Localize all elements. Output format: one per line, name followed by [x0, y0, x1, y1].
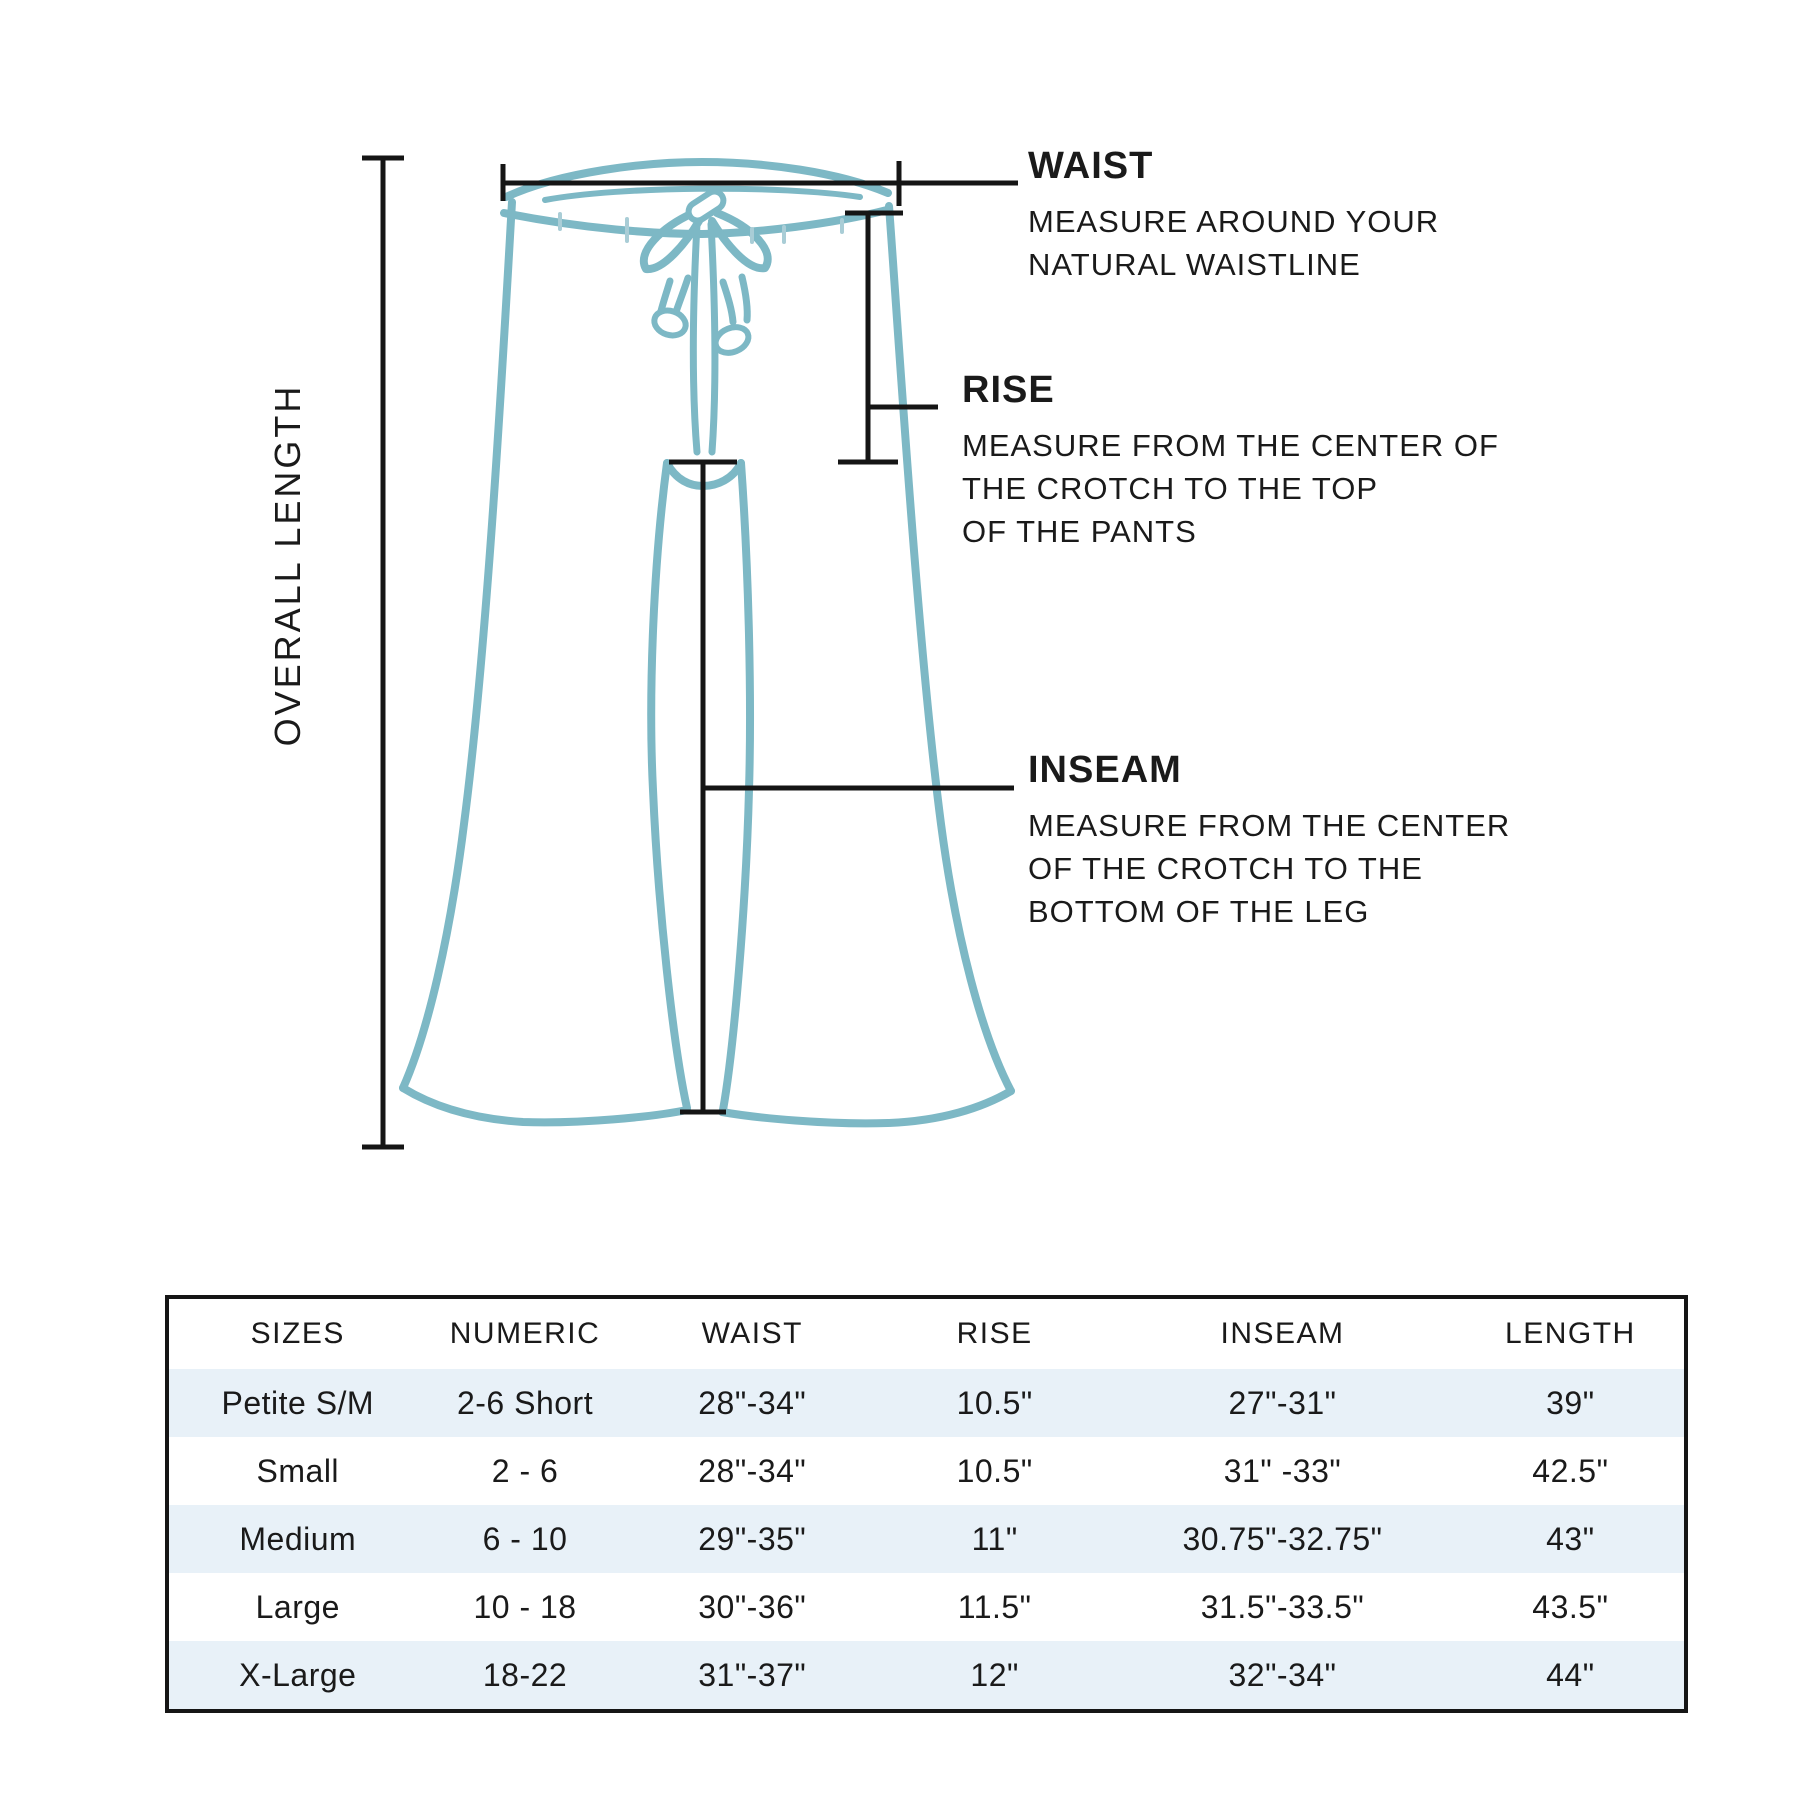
bow-right-tie [723, 282, 733, 322]
cell-length: 42.5" [1532, 1452, 1609, 1489]
column-header-sizes: SIZES [250, 1317, 345, 1350]
cell-numeric: 10 - 18 [473, 1588, 577, 1625]
cell-size: Large [255, 1588, 340, 1625]
table-row-small [169, 1437, 1684, 1505]
inseam-desc-line: OF THE CROTCH TO THE [1028, 851, 1423, 886]
cell-size: Petite S/M [221, 1384, 375, 1421]
left-inner-seam [651, 463, 687, 1108]
left-hem [403, 1088, 687, 1122]
cell-waist: 29"-35" [698, 1520, 807, 1557]
cell-inseam: 31.5"-33.5" [1200, 1588, 1365, 1625]
cell-length: 43" [1546, 1520, 1595, 1557]
cell-waist: 31"-37" [698, 1656, 807, 1693]
rise-desc-line: MEASURE FROM THE CENTER OF [962, 428, 1499, 463]
cell-waist: 28"-34" [698, 1384, 807, 1421]
inseam-annotation-title: INSEAM [1028, 749, 1182, 791]
cell-rise: 10.5" [956, 1452, 1033, 1489]
inseam-annotation-description [1028, 804, 1510, 933]
inseam-desc-line: MEASURE FROM THE CENTER [1028, 808, 1511, 843]
column-header-numeric: NUMERIC [449, 1317, 601, 1350]
right-hem [722, 1091, 1011, 1123]
rise-line [838, 213, 938, 462]
column-header-inseam: INSEAM [1220, 1317, 1345, 1350]
left-outer-seam [403, 202, 512, 1088]
waist-annotation-description [1028, 200, 1439, 286]
table-row-medium [169, 1505, 1684, 1573]
rise-desc-line: THE CROTCH TO THE TOP [962, 471, 1379, 506]
bow-right-tie [742, 277, 747, 320]
cell-size: Medium [239, 1520, 357, 1557]
cell-waist: 28"-34" [698, 1452, 807, 1489]
cell-waist: 30"-36" [698, 1588, 807, 1625]
bow-left-loop [644, 213, 699, 269]
cell-inseam: 31" -33" [1223, 1452, 1342, 1489]
column-header-waist: WAIST [701, 1317, 803, 1350]
drawstring-long-tie [693, 224, 697, 452]
waist-desc-line: MEASURE AROUND YOUR [1028, 204, 1440, 239]
cell-length: 43.5" [1532, 1588, 1609, 1625]
cell-size: X-Large [239, 1656, 357, 1693]
table-row-large [169, 1573, 1684, 1641]
waist-annotation-title: WAIST [1028, 145, 1154, 187]
table-row-xlarge [169, 1641, 1684, 1709]
column-header-rise: RISE [956, 1317, 1033, 1350]
rise-desc-line: OF THE PANTS [962, 514, 1197, 549]
cell-numeric: 18-22 [482, 1656, 568, 1693]
rise-annotation-description [962, 424, 1499, 553]
bow-left-tie [676, 278, 688, 312]
cell-inseam: 27"-31" [1228, 1384, 1337, 1421]
inseam-annotation [1028, 748, 1510, 933]
bow-left-tie [661, 281, 670, 311]
size-table-header-row [169, 1299, 1684, 1369]
cell-rise: 11" [971, 1520, 1018, 1557]
right-outer-seam [889, 206, 1011, 1091]
overall-length-line [362, 158, 404, 1147]
bow-left-tie-end [651, 307, 689, 340]
rise-annotation-title: RISE [962, 369, 1055, 411]
pants-illustration [403, 162, 1011, 1123]
cell-inseam: 32"-34" [1228, 1656, 1337, 1693]
cell-length: 39" [1546, 1384, 1595, 1421]
column-header-length: LENGTH [1505, 1317, 1636, 1350]
bow-right-loop [712, 213, 768, 268]
cell-length: 44" [1546, 1656, 1595, 1693]
cell-rise: 12" [970, 1656, 1019, 1693]
waist-desc-line: NATURAL WAISTLINE [1028, 247, 1361, 282]
table-row-petite [169, 1369, 1684, 1437]
inseam-desc-line: BOTTOM OF THE LEG [1028, 894, 1370, 929]
rise-annotation [962, 368, 1499, 553]
inseam-line [669, 462, 1014, 1112]
cell-numeric: 2 - 6 [491, 1452, 559, 1489]
cell-rise: 10.5" [956, 1384, 1033, 1421]
size-chart-table [165, 1295, 1688, 1713]
waist-annotation [1028, 144, 1439, 286]
overall-length-label: OVERALL LENGTH [267, 383, 308, 747]
cell-inseam: 30.75"-32.75" [1182, 1520, 1383, 1557]
cell-numeric: 2-6 Short [456, 1384, 594, 1421]
cell-rise: 11.5" [957, 1588, 1032, 1625]
cell-numeric: 6 - 10 [482, 1520, 568, 1557]
cell-size: Small [256, 1452, 340, 1489]
